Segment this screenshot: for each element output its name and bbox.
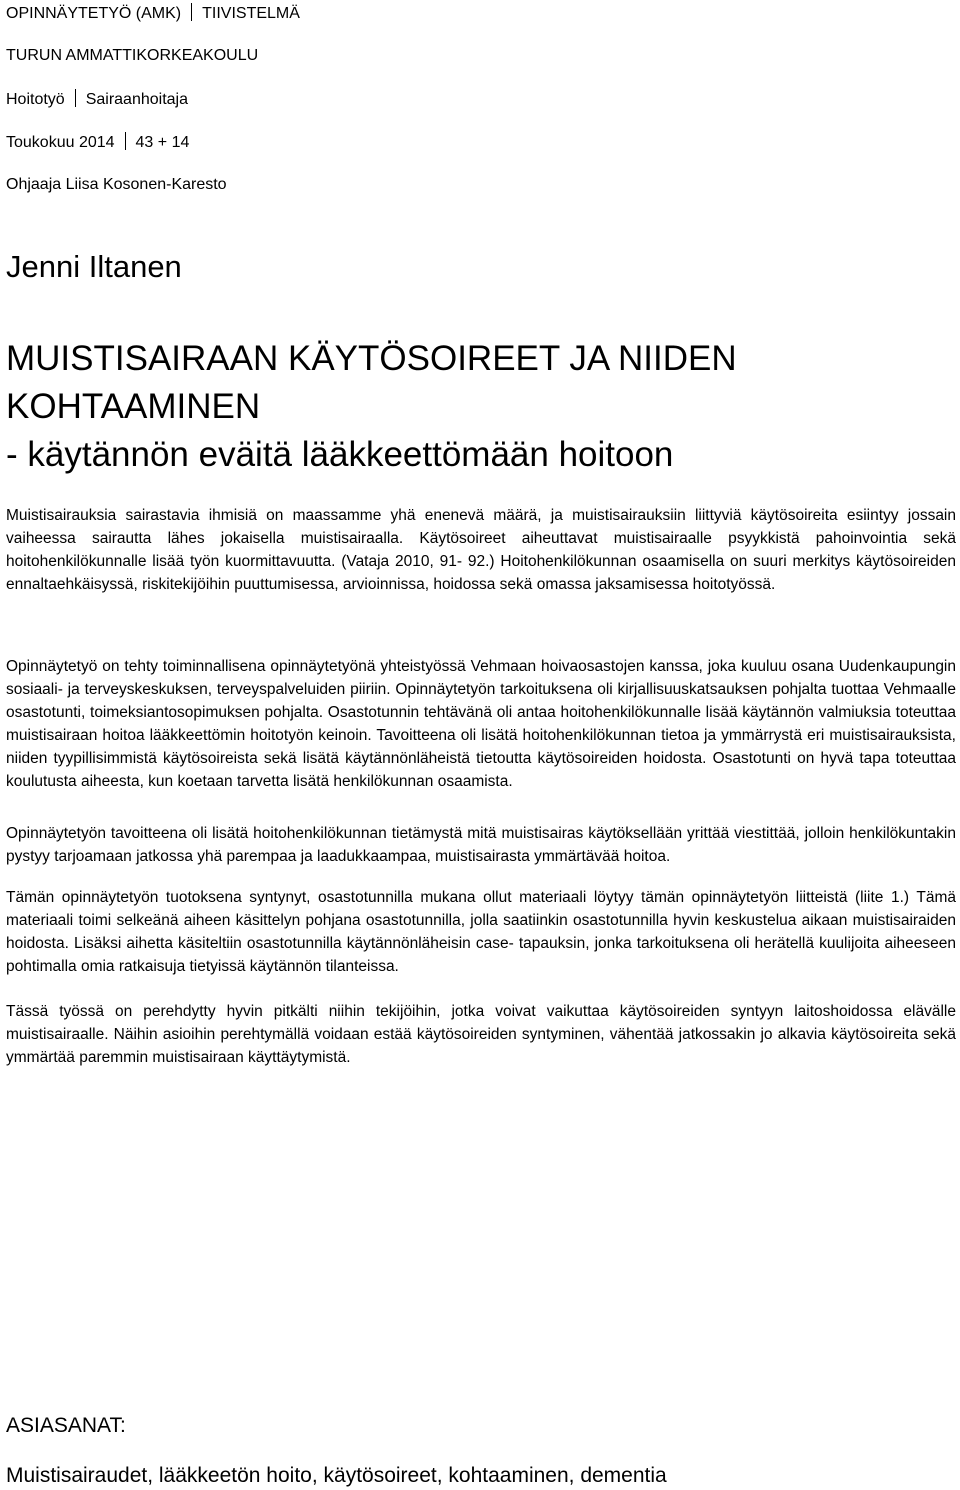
thesis-type: OPINNÄYTETYÖ (AMK) (6, 5, 182, 22)
author-name: Jenni Iltanen (6, 249, 182, 284)
keywords-label: ASIASANAT: (6, 1414, 126, 1437)
header-line-program (6, 89, 188, 110)
separator (75, 89, 76, 107)
abstract-paragraph-3 (6, 822, 956, 868)
abstract-paragraph-4 (6, 886, 956, 978)
specialisation: Sairaanhoitaja (85, 91, 188, 108)
header-line-school: TURUN AMMATTIKORKEAKOULU (6, 47, 259, 64)
thesis-date: Toukokuu 2014 (6, 134, 115, 151)
abstract-text: Muistisairauksia sairastavia ihmisiä on maassamme yhä enenevä määrä, ja muistisairauksiin liittyviä käytösoireita esiintyy jossain vaiheessa sairautta lähes jokaisella muistisairaalla. Käytösoireet aiheuttavat muistisairaalle psyykkistä pahoinvointia sekä hoitohenkilökunnalle lisää työn kuormittavuutta. (Vataja 2010, 91- 92.) Hoitohenkilökunnan osaamisella on suuri merkitys käytösoireiden ennaltaehkäisyssä, riskitekijöihin puuttumisessa, arvioinnissa, hoidossa sekä omassa jaksamisessa hoitotyössä. (6, 507, 956, 593)
keywords-list: Muistisairaudet, lääkkeetön hoito, käytösoireet, kohtaaminen, dementia (6, 1464, 667, 1487)
abstract-paragraph-1 (6, 504, 956, 596)
header-line-type (6, 3, 300, 24)
abstract-text: Opinnäytetyön tavoitteena oli lisätä hoitohenkilökunnan tietämystä mitä muistisairas käytöksellään yrittää viestittää, jolloin henkilökuntakin pystyy tarjoamaan jatkossa yhä parempaa ja laadukkaampaa, muistisairasta ymmärtävää hoitoa. (6, 825, 956, 865)
separator (125, 132, 126, 150)
abstract-text: Tämän opinnäytetyön tuotoksena syntynyt, osastotunnilla mukana ollut materiaali löytyy tämän opinnäytetyön liitteistä (liite 1.) Tämä materiaali toimi selkeänä aiheen käsittelyn pohjana osastotunnilla, jolla saatiinkin osastotunnilla hyvin keskustelua aikaan muistisairaiden hoidosta. Lisäksi aihetta käsiteltiin osastotunnilla käytännönläheisin case- tapauksin, jonka tarkoituksena oli herätellä kuulijoita aiheeseen pohtimalla omia ratkaisuja tietyissä käytännön tilanteissa. (6, 889, 956, 975)
page-count: 43 + 14 (135, 134, 190, 151)
thesis-subtitle: - käytännön eväitä lääkkeettömään hoitoon (6, 435, 674, 474)
degree-programme: Hoitotyö (6, 91, 65, 108)
document-type: TIIVISTELMÄ (202, 5, 300, 22)
abstract-text: Opinnäytetyö on tehty toiminnallisena opinnäytetyönä yhteistyössä Vehmaan hoivaosastojen kanssa, joka kuuluu osana Uudenkaupungin sosiaali- ja terveyskeskuksen, terveyspalveluiden piiriin. Opinnäytetyön tarkoituksena oli kirjallisuuskatsauksen pohjalta tuottaa Vehmaalle osastotunti, toimeksiantosopimuksen pohjalta. Osastotunnin tehtävänä oli antaa hoitohenkilökunnalle lisää käytännön valmiuksia toteuttaa muistisairaan hoitoa lääkkeettömin hoitotyön keinoin. Tavoitteena oli lisätä hoitohenkilökunnan tietoa ja ymmärrystä eri muistisairauksista, niiden tyypillisimmistä käytösoireista sekä lisätä käytännönläheistä tietoutta käytösoireiden hoidosta. Osastotunti on hyvä tapa toteuttaa koulutusta aiheesta, kun koetaan tarvetta lisätä henkilökunnan osaamista. (6, 658, 956, 790)
abstract-paragraph-5 (6, 1000, 956, 1069)
thesis-title-line-1: MUISTISAIRAAN KÄYTÖSOIREET JA NIIDEN (6, 339, 737, 378)
abstract-paragraph-2 (6, 655, 956, 793)
header-line-date (6, 132, 189, 153)
thesis-title-line-2: KOHTAAMINEN (6, 387, 261, 426)
abstract-text: Tässä työssä on perehdytty hyvin pitkälti niihin tekijöihin, jotka voivat vaikuttaa käytösoireiden syntyyn laitoshoidossa elävälle muistisairaalle. Näihin asioihin perehtymällä voidaan estää käytösoireiden syntyminen, vähentää jatkossakin jo alkavia käytösoireita sekä ymmärtää paremmin muistisairaan käyttäytymistä. (6, 1003, 956, 1066)
header-line-supervisor: Ohjaaja Liisa Kosonen-Karesto (6, 176, 227, 193)
separator (191, 3, 192, 21)
